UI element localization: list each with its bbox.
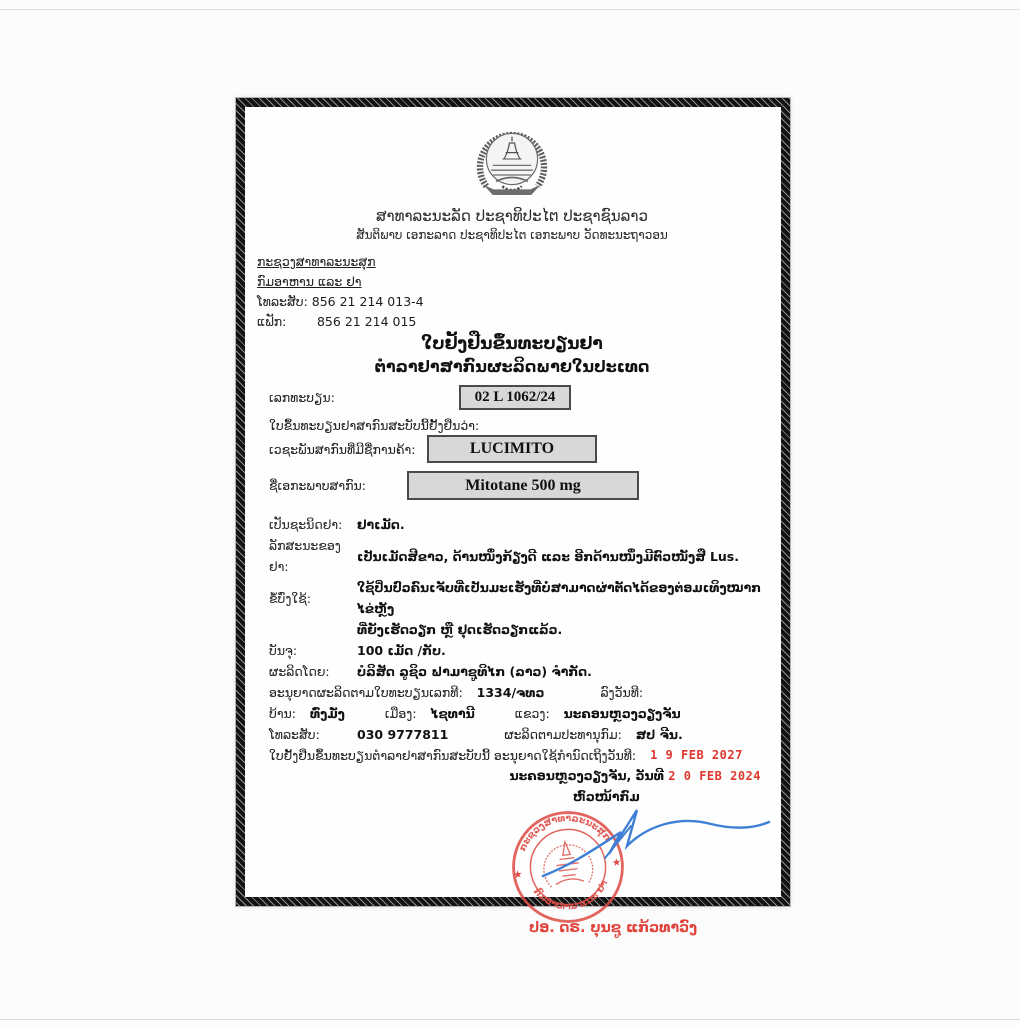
country-motto-line2: ສັນຕິພາບ ເອກະລາດ ປະຊາທິປະໄຕ ເອກະພາບ ວັດທະນະຖາວອນ bbox=[356, 228, 668, 242]
inn-value: Mitotane 500 mg bbox=[407, 471, 639, 500]
indication-row bbox=[257, 577, 767, 619]
pharmacopoeia-label: ຜະລິດຕາມປະທານຸກົມ: bbox=[504, 727, 622, 742]
certificate-subtitle: ຕຳລາຢາສາກົນຜະລິດພາຍໃນປະເທດ bbox=[374, 357, 650, 376]
registration-number-label: ເລກທະບຽນ: bbox=[269, 390, 335, 405]
stamp-star-right: ★ bbox=[611, 856, 622, 870]
packing-label: ບັນຈຸ: bbox=[269, 643, 298, 658]
appearance-row bbox=[257, 535, 767, 577]
appearance-value: ເປັນເມັດສີຂາວ, ດ້ານໜຶ່ງກ້ຽງດີ ແລະ ອີກດ້ານໜຶ່ງມີຕົວໜັງສື Lus. bbox=[357, 548, 740, 564]
certificate-sheet bbox=[236, 98, 790, 936]
trade-name-label: ເວຊະພັນສາກົນທີ່ມີຊື່ການຄ້າ: bbox=[269, 441, 416, 457]
department-name: ກົມອາຫານ ແລະ ຢາ bbox=[257, 274, 362, 289]
validity-row bbox=[257, 745, 767, 766]
stamp-text-top: ກະຊວງສາທາລະນະສຸກ bbox=[517, 813, 613, 853]
ministry-block bbox=[257, 252, 767, 332]
trade-name-row bbox=[257, 435, 767, 463]
indication-row-continued bbox=[257, 619, 767, 640]
certificate-title: ໃບຢັ້ງຢືນຂຶ້ນທະບຽນຢາ bbox=[421, 334, 603, 354]
signer-name: ປອ. ດຣ. ບຸນຊູ ແກ້ວທາວົງ bbox=[529, 920, 698, 936]
address-row bbox=[257, 703, 767, 724]
telephone-value: 856 21 214 013-4 bbox=[311, 294, 424, 309]
stamp-center-emblem bbox=[541, 839, 595, 888]
packing-value: 100 ເມັດ /ກັບ. bbox=[357, 643, 446, 658]
signer-position-title: ຫົວໜ້າກົມ bbox=[573, 789, 640, 804]
license-number: 1334/ຈທວ bbox=[476, 685, 545, 700]
stamp-star-left: ★ bbox=[512, 868, 524, 882]
dosage-form-label: ເປັນຊະນິດຢາ: bbox=[269, 517, 343, 532]
license-date-label: ລົງວັນທີ: bbox=[600, 685, 644, 700]
trade-name-value: LUCIMITO bbox=[427, 435, 597, 463]
license-label: ອະນຸຍາດຜະລິດຕາມໃບທະບຽນເລກທີ: bbox=[269, 685, 463, 700]
bottom-divider bbox=[0, 1019, 1020, 1020]
inn-row bbox=[257, 471, 767, 500]
pharmacopoeia-value: ສປ ຈີນ. bbox=[635, 727, 683, 742]
fax-value: 856 21 214 015 bbox=[316, 314, 417, 329]
manufacturer-value: ບໍລິສັດ ລູຊິວ ຟາມາຊູທິໄກ (ລາວ) ຈຳກັດ. bbox=[357, 664, 592, 679]
phone-label: ໂທລະສັບ: bbox=[269, 727, 320, 742]
indication-value-line2: ທີ່ຍັງເຮັດວຽກ ຫຼື ຢຸດເຮັດວຽກແລ້ວ. bbox=[357, 622, 563, 637]
issue-place-date bbox=[510, 768, 761, 783]
province-value: ນະຄອນຫຼວງວຽງຈັນ bbox=[563, 706, 681, 721]
telephone-line bbox=[257, 292, 767, 312]
village-label: ບ້ານ: bbox=[269, 706, 296, 721]
emblem-container bbox=[257, 117, 767, 205]
phone-value: 030 9777811 bbox=[357, 727, 449, 742]
district-label: ເມືອງ: bbox=[384, 706, 417, 721]
top-divider bbox=[0, 9, 1020, 10]
manufacturer-label: ຜະລິດໂດຍ: bbox=[269, 664, 330, 679]
fax-label: ແຟັກ: bbox=[257, 314, 287, 329]
registration-number-value: 02 L 1062/24 bbox=[459, 385, 571, 410]
district-value: ໄຊທານີ bbox=[430, 706, 475, 721]
lao-national-emblem-icon bbox=[472, 117, 552, 201]
license-row bbox=[257, 682, 767, 703]
dosage-form-row bbox=[257, 514, 767, 535]
signature-section bbox=[257, 768, 767, 968]
ministry-name: ກະຊວງສາທາລະນະສຸກ bbox=[257, 254, 376, 269]
indication-label: ຂໍ້ບົ່ງໃຊ້: bbox=[269, 590, 311, 606]
phone-row bbox=[257, 724, 767, 745]
registration-number-row bbox=[257, 385, 767, 410]
fax-line bbox=[257, 312, 767, 332]
expiry-date-stamp: 1 9 FEB 2027 bbox=[650, 748, 743, 762]
village-value: ທົ່ງມັ່ງ bbox=[310, 706, 345, 721]
stamp-text-bottom: ກົມອາຫານ ແລະ ຢາ bbox=[531, 878, 611, 913]
validity-label: ໃບຢັ້ງຢືນຂຶ້ນທະບຽນຕຳລາຢາສາກົນສະບັບນີ້ ອະນຸຍາດໃຊ້ກຳນົດເຖິງວັນທີ: bbox=[269, 748, 637, 763]
manufacturer-row bbox=[257, 661, 767, 682]
appearance-label: ລັກສະນະຂອງຢາ: bbox=[269, 538, 341, 574]
inn-label: ຊື່ເອກະພາບສາກົນ: bbox=[269, 478, 366, 493]
telephone-label: ໂທລະສັບ: bbox=[257, 294, 308, 309]
province-label: ແຂວງ: bbox=[514, 706, 550, 721]
issue-date-stamp: 2 0 FEB 2024 bbox=[668, 769, 761, 783]
indication-value-line1: ໃຊ້ປິ່ນປົວຄົນເຈັບທີ່ເປັນມະເຮັງທີ່ບໍ່ສາມາດຜ່າຕັດໄດ້ຂອງຕ່ອມເທິງໝາກໄຂ່ຫຼັງ bbox=[357, 580, 762, 616]
country-motto-line1: ສາທາລະນະລັດ ປະຊາທິປະໄຕ ປະຊາຊົນລາວ bbox=[376, 207, 648, 225]
issue-place-label: ນະຄອນຫຼວງວຽງຈັນ, ວັນທີ bbox=[509, 768, 664, 783]
certify-statement: ໃບຂຶ້ນທະບຽນຢາສາກົນສະບັບນີ້ຢັ້ງຢືນວ່າ: bbox=[269, 418, 480, 433]
packing-row bbox=[257, 640, 767, 661]
certificate-page bbox=[245, 107, 781, 936]
details-section bbox=[257, 514, 767, 766]
ministry-round-stamp-icon bbox=[500, 799, 636, 935]
dosage-form-value: ຢາເມັດ. bbox=[357, 517, 405, 532]
